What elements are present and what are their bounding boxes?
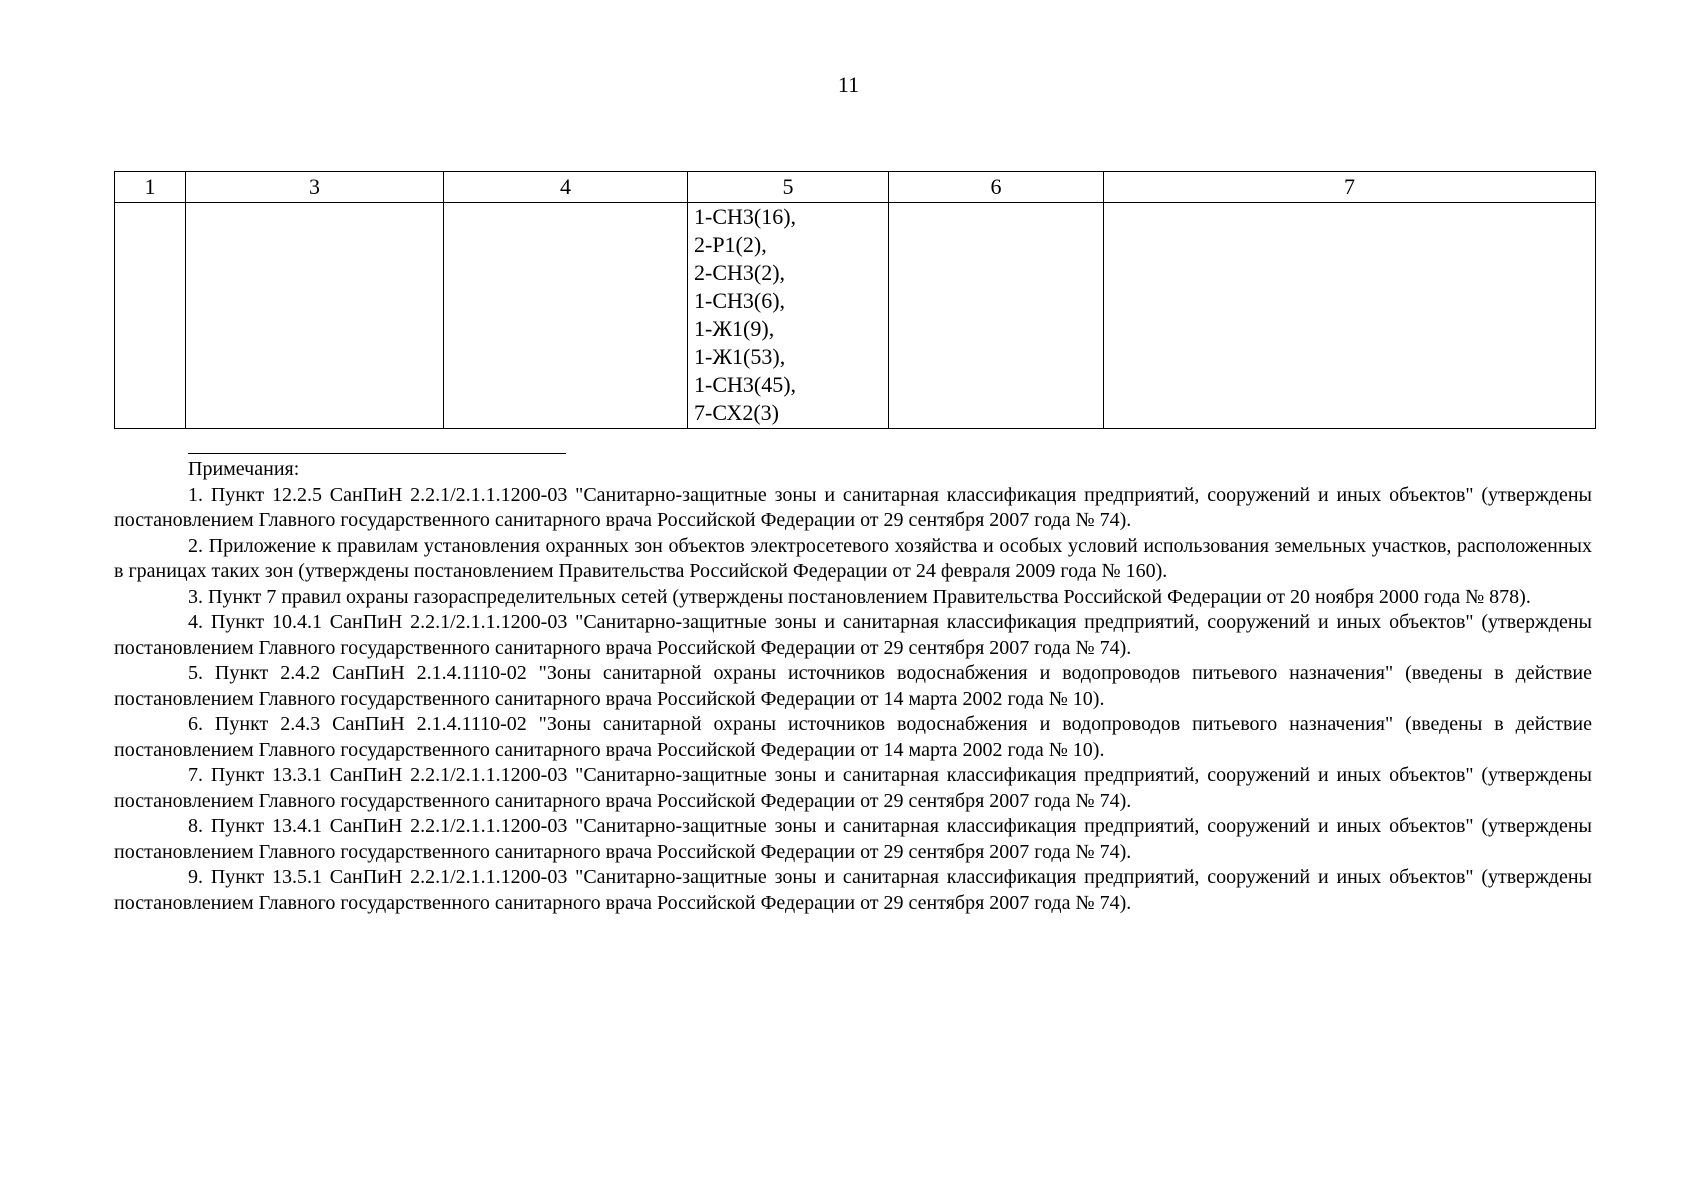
note-item: 2. Приложение к правилам установления охранных зон объектов электросетевого хозяйства и особых условий использования земельных участков, расположенных в границах таких зон (утверждены постановлением Правительства Российской Федерации от 24 февраля 2009 года № 160). — [114, 534, 1592, 582]
header-col-4: 4 — [444, 172, 688, 203]
cell-col-5 — [688, 203, 889, 429]
note-item: 5. Пункт 2.4.2 СанПиН 2.1.4.1110-02 "Зоны санитарной охраны источников водоснабжения и водопроводов питьевого назначения" (введены в действие постановлением Главного государственного санитарного врача Российской Федерации от 14 марта 2002 года № 10). — [114, 662, 1592, 710]
table-header-row — [115, 172, 1596, 203]
zone-code-line: 2-Р1(2), — [694, 232, 767, 257]
note-item: 9. Пункт 13.5.1 СанПиН 2.2.1/2.1.1.1200-03 "Санитарно-защитные зоны и санитарная классификация предприятий, сооружений и иных объектов" (утверждены постановлением Главного государственного санитарного врача Российской Федерации от 29 сентября 2007 года № 74). — [114, 866, 1592, 914]
header-col-1: 1 — [115, 172, 186, 203]
page-number: 11 — [837, 72, 860, 97]
note-item: 8. Пункт 13.4.1 СанПиН 2.2.1/2.1.1.1200-03 "Санитарно-защитные зоны и санитарная классификация предприятий, сооружений и иных объектов" (утверждены постановлением Главного государственного санитарного врача Российской Федерации от 29 сентября 2007 года № 74). — [114, 815, 1592, 863]
note-item: 6. Пункт 2.4.3 СанПиН 2.1.4.1110-02 "Зоны санитарной охраны источников водоснабжения и водопроводов питьевого назначения" (введены в действие постановлением Главного государственного санитарного врача Российской Федерации от 14 марта 2002 года № 10). — [114, 713, 1592, 761]
cell-col-3 — [186, 203, 444, 429]
notes-section — [114, 457, 1592, 916]
zone-code-line: 2-СН3(2), — [694, 260, 786, 285]
header-col-3: 3 — [186, 172, 444, 203]
cell-col-1 — [115, 203, 186, 429]
cell-col-4 — [444, 203, 688, 429]
header-col-5: 5 — [688, 172, 889, 203]
zone-code-line: 1-СН3(16), — [694, 204, 797, 229]
notes-heading: Примечания: — [188, 458, 300, 480]
note-item: 1. Пункт 12.2.5 СанПиН 2.2.1/2.1.1.1200-03 "Санитарно-защитные зоны и санитарная классификация предприятий, сооружений и иных объектов" (утверждены постановлением Главного государственного санитарного врача Российской Федерации от 29 сентября 2007 года № 74). — [114, 483, 1592, 531]
header-col-7: 7 — [1104, 172, 1596, 203]
note-item: 3. Пункт 7 правил охраны газораспределительных сетей (утверждены постановлением Правительства Российской Федерации от 20 ноября 2000 года № 878). — [188, 585, 1531, 608]
table-row — [115, 203, 1596, 429]
zone-code-line: 1-СН3(6), — [694, 288, 786, 313]
zone-code-line: 1-Ж1(53), — [694, 344, 786, 369]
cell-col-6 — [889, 203, 1104, 429]
cell-col-7 — [1104, 203, 1596, 429]
note-item: 7. Пункт 13.3.1 СанПиН 2.2.1/2.1.1.1200-03 "Санитарно-защитные зоны и санитарная классификация предприятий, сооружений и иных объектов" (утверждены постановлением Главного государственного санитарного врача Российской Федерации от 29 сентября 2007 года № 74). — [114, 764, 1592, 812]
zones-table — [114, 171, 1596, 429]
zone-code-line: 1-СН3(45), — [694, 372, 797, 397]
zone-code-line: 7-СХ2(3) — [694, 400, 779, 425]
zone-code-line: 1-Ж1(9), — [694, 316, 775, 341]
note-item: 4. Пункт 10.4.1 СанПиН 2.2.1/2.1.1.1200-03 "Санитарно-защитные зоны и санитарная классификация предприятий, сооружений и иных объектов" (утверждены постановлением Главного государственного санитарного врача Российской Федерации от 29 сентября 2007 года № 74). — [114, 611, 1592, 659]
header-col-6: 6 — [889, 172, 1104, 203]
footnote-divider — [188, 453, 566, 454]
